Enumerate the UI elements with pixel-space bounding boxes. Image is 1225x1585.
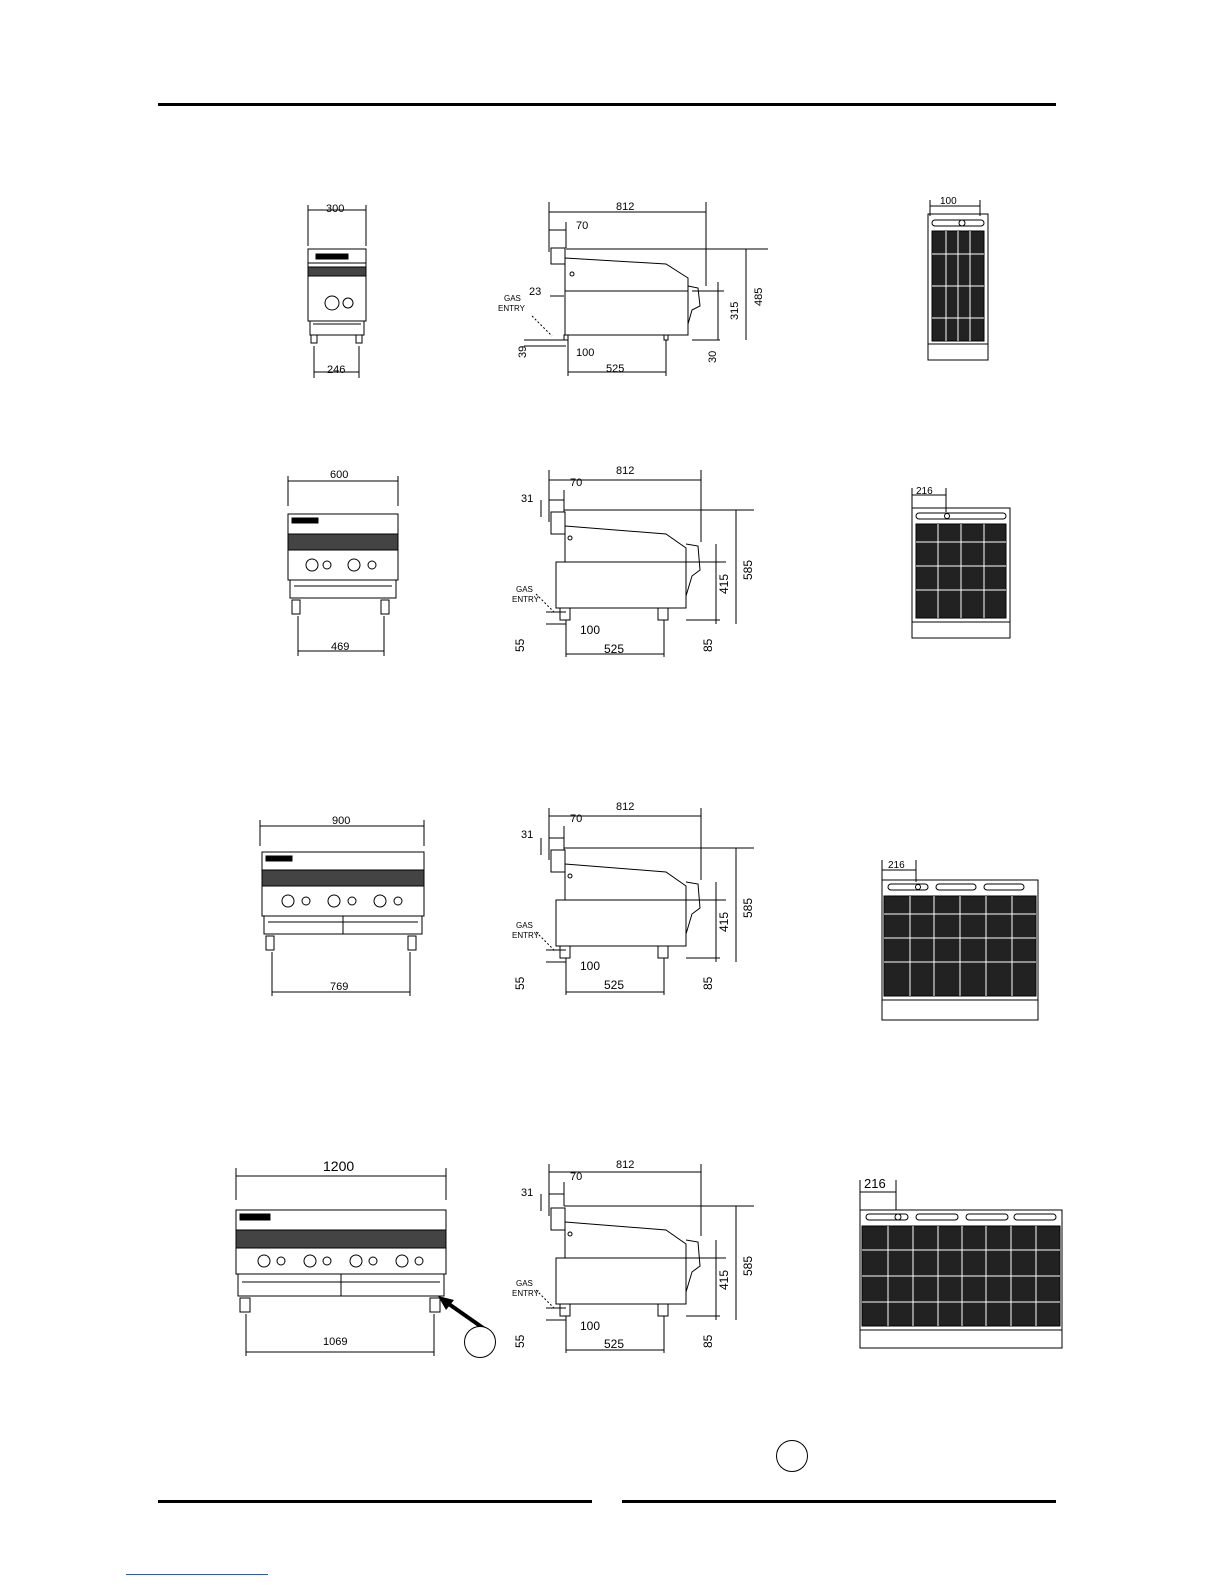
dimension-label: 55 [513, 1334, 527, 1348]
dimension-label: 216 [916, 486, 933, 497]
gas-entry-label: ENTRY [498, 304, 525, 313]
dimension-label: 812 [616, 1159, 635, 1171]
gas-entry-label: ENTRY [512, 931, 539, 940]
side-view-900 [496, 800, 776, 1000]
dimension-label: 30 [707, 350, 719, 363]
dimension-label: 55 [513, 638, 527, 652]
dimension-label: 485 [753, 287, 765, 306]
dimension-label: 415 [717, 911, 731, 932]
dimension-label: 31 [521, 493, 534, 505]
dimension-label: 216 [864, 1176, 886, 1191]
dimension-label: 85 [701, 976, 715, 990]
dimension-label: 315 [729, 301, 741, 320]
footer-rule-left [158, 1500, 592, 1503]
dimension-label: 585 [741, 897, 755, 918]
front-view-300 [296, 196, 386, 382]
side-view-1200 [496, 1156, 776, 1358]
top-view-300 [922, 194, 1002, 366]
gas-entry-label: ENTRY [512, 1289, 539, 1298]
dimension-label: 246 [327, 364, 346, 376]
page-number-circle [776, 1440, 808, 1472]
dimension-label: 300 [326, 203, 345, 215]
dimension-label: 812 [616, 201, 635, 213]
dimension-label: 31 [521, 1187, 534, 1199]
dimension-label: 585 [741, 559, 755, 580]
top-view-900 [876, 852, 1046, 1028]
dimension-label: 415 [717, 1269, 731, 1290]
side-view-300 [496, 196, 776, 382]
gas-entry-label: GAS [504, 294, 521, 303]
dimension-label: 31 [521, 829, 534, 841]
dimension-label: 70 [570, 477, 583, 489]
dimension-label: 100 [576, 347, 595, 359]
dimension-label: 85 [701, 1334, 715, 1348]
dimension-label: 415 [717, 573, 731, 594]
dimension-label: 100 [580, 959, 601, 973]
dimension-label: 469 [331, 641, 350, 653]
front-view-600 [276, 466, 416, 662]
top-view-1200 [856, 1172, 1072, 1358]
front-view-900 [250, 812, 440, 1000]
dimension-label: 600 [330, 469, 349, 481]
dimension-label: 39 [517, 345, 529, 358]
dimension-label: 85 [701, 638, 715, 652]
header-rule [158, 103, 1056, 106]
top-view-600 [906, 482, 1016, 642]
dimension-label: 900 [332, 815, 351, 827]
dimension-label: 1200 [323, 1158, 355, 1174]
footer-link-underline[interactable] [126, 1574, 268, 1575]
gas-entry-label: ENTRY [512, 595, 539, 604]
front-view-1200 [226, 1158, 456, 1358]
dimension-label: 585 [741, 1255, 755, 1276]
dimension-label: 525 [604, 642, 625, 656]
dimension-label: 1069 [323, 1336, 348, 1348]
gas-entry-label: GAS [516, 585, 533, 594]
dimension-label: 525 [604, 1337, 625, 1351]
gas-entry-label: GAS [516, 921, 533, 930]
dimension-label: 812 [616, 465, 635, 477]
dimension-label: 100 [580, 623, 601, 637]
callout-marker [464, 1326, 496, 1358]
dimension-label: 769 [330, 981, 349, 993]
dimension-label: 23 [529, 286, 542, 298]
dimension-label: 70 [576, 220, 589, 232]
gas-entry-label: GAS [516, 1279, 533, 1288]
dimension-label: 55 [513, 976, 527, 990]
footer-rule-right [622, 1500, 1056, 1503]
dimension-label: 100 [580, 1319, 601, 1333]
dimension-label: 525 [604, 978, 625, 992]
dimension-label: 70 [570, 1171, 583, 1183]
dimension-label: 70 [570, 813, 583, 825]
dimension-label: 100 [940, 196, 957, 207]
dimension-label: 812 [616, 801, 635, 813]
side-view-600 [496, 462, 776, 662]
dimension-label: 216 [888, 860, 905, 871]
dimension-label: 525 [606, 363, 625, 375]
